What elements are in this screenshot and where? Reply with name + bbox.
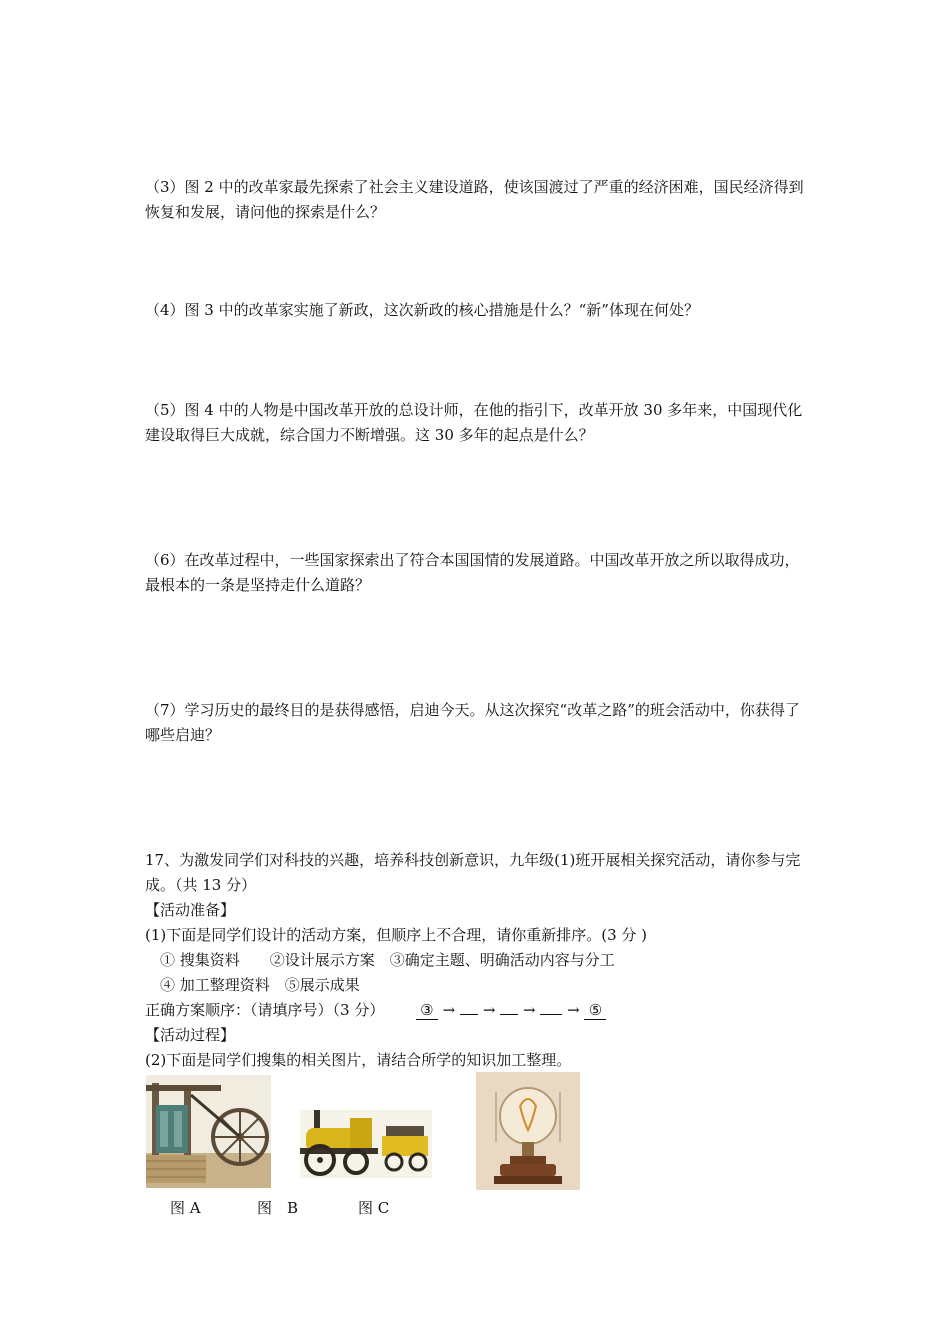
sub-question-2: (2)下面是同学们搜集的相关图片，请结合所学的知识加工整理。	[145, 1051, 572, 1069]
options-line-1: ① 搜集资料 ②设计展示方案 ③确定主题、明确活动内容与分工	[160, 951, 615, 969]
options-line-2: ④ 加工整理资料 ⑤展示成果	[160, 976, 360, 994]
figure-c-caption: 图 C	[358, 1199, 390, 1217]
order-blank-2[interactable]	[460, 1014, 478, 1015]
order-blank-3[interactable]	[500, 1014, 518, 1015]
light-bulb-image	[476, 1072, 580, 1190]
arrow-2: →	[482, 1001, 496, 1019]
arrow-4: →	[567, 1001, 580, 1019]
steam-engine-image	[146, 1075, 271, 1188]
sub-question-1: (1)下面是同学们设计的活动方案，但顺序上不合理，请你重新排序。(3 分 )	[145, 926, 648, 944]
figure-a-caption: 图 A	[170, 1199, 201, 1217]
question-5: （5）图 4 中的人物是中国改革开放的总设计师，在他的指引下，改革开放 30 多年来，中国现代化建设取得巨大成就，综合国力不断增强。这 30 多年的起点是什么？	[145, 401, 803, 444]
order-blank-4[interactable]	[540, 1014, 562, 1015]
question-6: （6）在改革过程中，一些国家探索出了符合本国国情的发展道路。中国改革开放之所以取得成功，最根本的一条是坚持走什么道路？	[145, 551, 800, 594]
figure-b-caption: 图 B	[257, 1199, 299, 1217]
section-activity-prep: 【活动准备】	[145, 901, 236, 919]
order-blank-1: ③	[416, 1001, 438, 1020]
question-17-intro: 17、为激发同学们对科技的兴趣，培养科技创新意识，九年级(1)班开展相关探究活动，请你参与完成。（共 13 分）	[145, 851, 801, 894]
question-4: （4）图 3 中的改革家实施了新政，这次新政的核心措施是什么？“新”体现在何处？	[145, 301, 699, 319]
question-3: （3）图 2 中的改革家最先探索了社会主义建设道路，使该国渡过了严重的经济困难，国民经济得到恢复和发展，请问他的探索是什么？	[145, 178, 804, 221]
order-blank-5: ⑤	[584, 1001, 606, 1020]
steam-locomotive-image	[300, 1110, 432, 1178]
arrow-3: →	[522, 1001, 536, 1019]
question-7: （7）学习历史的最终目的是获得感悟，启迪今天。从这次探究“改革之路”的班会活动中，你获得了哪些启迪？	[145, 701, 800, 744]
section-activity-process: 【活动过程】	[145, 1026, 236, 1044]
order-answer-line	[145, 998, 606, 1023]
arrow-1: →	[442, 1001, 456, 1019]
order-label: 正确方案顺序：（请填序号）（3 分）	[145, 1001, 385, 1019]
